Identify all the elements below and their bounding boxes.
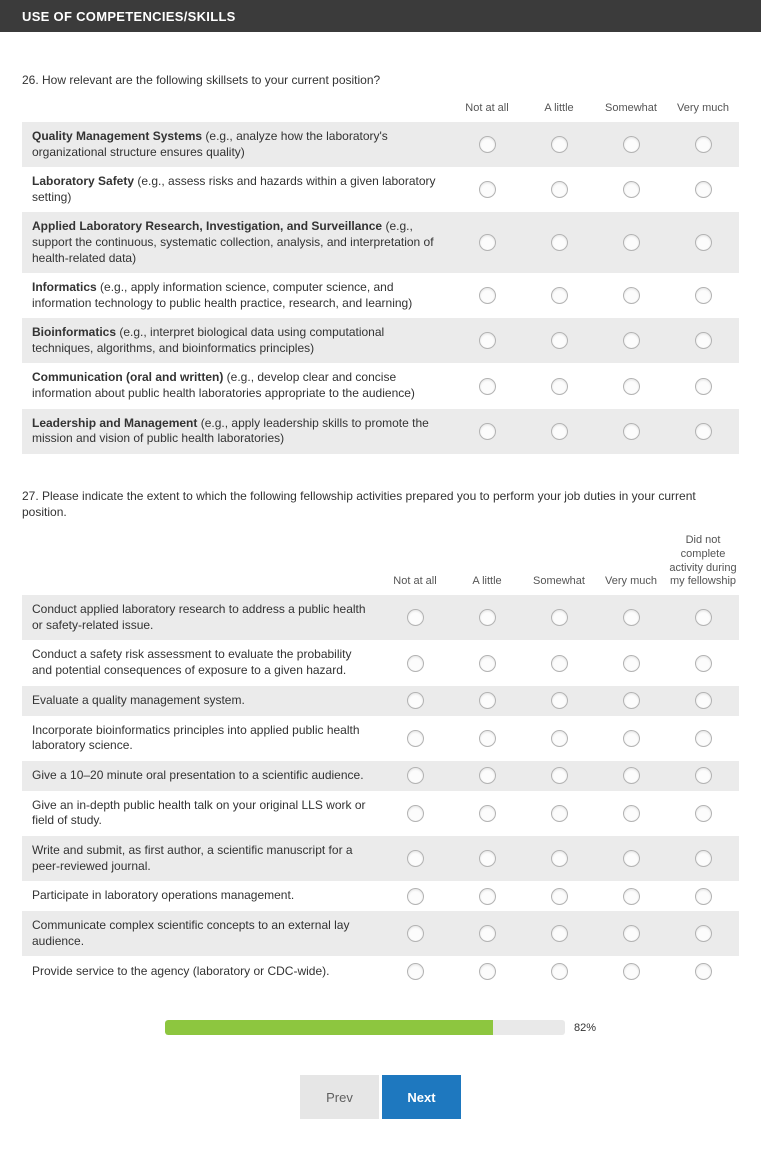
- option-cell: [523, 287, 595, 304]
- radio-button[interactable]: [407, 888, 424, 905]
- radio-button[interactable]: [551, 805, 568, 822]
- option-cell: [667, 963, 739, 980]
- radio-button[interactable]: [479, 181, 496, 198]
- option-cell: [595, 136, 667, 153]
- matrix-row: [22, 716, 739, 761]
- option-cell: [523, 730, 595, 747]
- radio-button[interactable]: [623, 378, 640, 395]
- matrix-row: [22, 686, 739, 716]
- radio-button[interactable]: [479, 378, 496, 395]
- radio-button[interactable]: [551, 963, 568, 980]
- option-cell: [523, 136, 595, 153]
- radio-button[interactable]: [551, 332, 568, 349]
- option-cell: [523, 609, 595, 626]
- radio-button[interactable]: [551, 181, 568, 198]
- option-cell: [523, 963, 595, 980]
- option-cell: [595, 332, 667, 349]
- option-cell: [379, 730, 451, 747]
- option-cell: [523, 423, 595, 440]
- question-text: 27. Please indicate the extent to which the following fellowship activities prepared you to perform your job duties in your current position.: [22, 488, 696, 520]
- option-cell: [523, 692, 595, 709]
- option-cell: [451, 423, 523, 440]
- option-cell: [379, 925, 451, 942]
- radio-button[interactable]: [551, 767, 568, 784]
- radio-button[interactable]: [407, 609, 424, 626]
- option-cell: [379, 888, 451, 905]
- progress-fill: [165, 1020, 493, 1035]
- option-cell: [523, 378, 595, 395]
- radio-button[interactable]: [623, 287, 640, 304]
- option-cell: [595, 805, 667, 822]
- radio-button[interactable]: [479, 925, 496, 942]
- matrix-row: [22, 122, 739, 167]
- option-cell: [667, 925, 739, 942]
- row-label: Bioinformatics (e.g., interpret biological data using computational techniques, algorithms, and bioinformatics principles): [32, 325, 385, 355]
- option-cell: [451, 378, 523, 395]
- option-cell: [451, 332, 523, 349]
- matrix-table: [22, 534, 739, 986]
- option-cell: [451, 730, 523, 747]
- radio-button[interactable]: [479, 692, 496, 709]
- radio-button[interactable]: [479, 850, 496, 867]
- radio-button[interactable]: [551, 609, 568, 626]
- option-cell: [523, 925, 595, 942]
- row-label: Give an in-depth public health talk on your original LLS work or field of study.: [32, 797, 366, 828]
- row-label: Conduct a safety risk assessment to evaluate the probability and potential consequences of exposure to a given hazard.: [32, 647, 352, 677]
- radio-button[interactable]: [479, 805, 496, 822]
- column-header: Very much: [677, 102, 729, 115]
- row-label: Laboratory Safety (e.g., assess risks and hazards within a given laboratory setting): [32, 174, 436, 204]
- option-cell: [379, 692, 451, 709]
- radio-button[interactable]: [623, 805, 640, 822]
- option-cell: [451, 181, 523, 198]
- option-cell: [379, 767, 451, 784]
- row-label: Leadership and Management (e.g., apply leadership skills to promote the mission and vision of public health laboratories): [32, 415, 429, 446]
- option-cell: [451, 805, 523, 822]
- matrix-table: [22, 102, 739, 454]
- option-cell: [523, 888, 595, 905]
- option-cell: [379, 850, 451, 867]
- radio-button[interactable]: [623, 963, 640, 980]
- radio-button[interactable]: [479, 888, 496, 905]
- radio-button[interactable]: [407, 963, 424, 980]
- page-title: USE OF COMPETENCIES/SKILLS: [22, 9, 236, 24]
- row-label: Provide service to the agency (laboratory or CDC-wide).: [32, 963, 330, 978]
- radio-button[interactable]: [623, 925, 640, 942]
- radio-button[interactable]: [695, 181, 712, 198]
- radio-button[interactable]: [695, 378, 712, 395]
- matrix-row: [22, 911, 739, 956]
- matrix-row: [22, 881, 739, 911]
- option-cell: [667, 888, 739, 905]
- option-cell: [379, 805, 451, 822]
- row-label: Participate in laboratory operations management.: [32, 888, 295, 903]
- matrix-row: [22, 956, 739, 986]
- radio-button[interactable]: [551, 136, 568, 153]
- column-header: Did not complete activity during my fellowship: [669, 534, 737, 588]
- option-cell: [451, 609, 523, 626]
- radio-button[interactable]: [623, 767, 640, 784]
- option-cell: [595, 609, 667, 626]
- option-cell: [667, 692, 739, 709]
- column-header: A little: [472, 575, 502, 588]
- radio-button[interactable]: [623, 888, 640, 905]
- radio-button[interactable]: [695, 805, 712, 822]
- progress-bar: [165, 1020, 565, 1035]
- radio-button[interactable]: [695, 136, 712, 153]
- option-cell: [667, 609, 739, 626]
- column-header: A little: [544, 102, 574, 115]
- row-label: Conduct applied laboratory research to address a public health or safety-related issue.: [32, 602, 366, 632]
- option-cell: [667, 378, 739, 395]
- radio-button[interactable]: [407, 655, 424, 672]
- radio-button[interactable]: [551, 287, 568, 304]
- radio-button[interactable]: [551, 655, 568, 672]
- question-26: [22, 72, 739, 454]
- row-label: Quality Management Systems (e.g., analyze how the laboratory's organizational structure ensures quality): [32, 128, 388, 159]
- option-cell: [667, 181, 739, 198]
- option-cell: [379, 655, 451, 672]
- option-cell: [451, 850, 523, 867]
- matrix-row: [22, 836, 739, 881]
- option-cell: [667, 234, 739, 251]
- option-cell: [379, 963, 451, 980]
- option-cell: [667, 332, 739, 349]
- radio-button[interactable]: [623, 181, 640, 198]
- radio-button[interactable]: [695, 767, 712, 784]
- radio-button[interactable]: [623, 234, 640, 251]
- radio-button[interactable]: [695, 888, 712, 905]
- matrix-row: [22, 761, 739, 791]
- column-header: Somewhat: [533, 575, 585, 588]
- column-header: Very much: [605, 575, 657, 588]
- radio-button[interactable]: [551, 692, 568, 709]
- option-cell: [595, 925, 667, 942]
- option-cell: [595, 850, 667, 867]
- option-cell: [667, 136, 739, 153]
- radio-button[interactable]: [479, 730, 496, 747]
- radio-button[interactable]: [551, 888, 568, 905]
- radio-button[interactable]: [695, 730, 712, 747]
- radio-button[interactable]: [623, 655, 640, 672]
- radio-button[interactable]: [479, 136, 496, 153]
- option-cell: [451, 767, 523, 784]
- option-cell: [451, 287, 523, 304]
- progress-label: 82%: [573, 1021, 597, 1034]
- matrix-row: [22, 167, 739, 212]
- radio-button[interactable]: [623, 730, 640, 747]
- column-header: Not at all: [393, 575, 437, 588]
- option-cell: [595, 963, 667, 980]
- row-label: Applied Laboratory Research, Investigation, and Surveillance (e.g., support the continuous, systematic collection, analysis, and interpretation of health-related data): [32, 219, 434, 265]
- option-cell: [523, 332, 595, 349]
- option-cell: [595, 692, 667, 709]
- radio-button[interactable]: [695, 234, 712, 251]
- option-cell: [667, 655, 739, 672]
- option-cell: [451, 136, 523, 153]
- question-27: [22, 488, 739, 987]
- row-label: Communication (oral and written) (e.g., develop clear and concise information about public health laboratories appropriate to the audience): [32, 370, 415, 401]
- radio-button[interactable]: [407, 767, 424, 784]
- row-label: Communicate complex scientific concepts to an external lay audience.: [32, 918, 350, 948]
- radio-button[interactable]: [551, 378, 568, 395]
- radio-button[interactable]: [623, 136, 640, 153]
- radio-button[interactable]: [695, 963, 712, 980]
- radio-button[interactable]: [479, 234, 496, 251]
- survey-content: [0, 32, 761, 1153]
- option-cell: [667, 805, 739, 822]
- radio-button[interactable]: [623, 609, 640, 626]
- next-button[interactable]: Next: [382, 1075, 461, 1119]
- page-header: [0, 0, 761, 32]
- option-cell: [595, 767, 667, 784]
- option-cell: [451, 234, 523, 251]
- option-cell: [451, 963, 523, 980]
- option-cell: [523, 234, 595, 251]
- column-header: Somewhat: [605, 102, 657, 115]
- matrix-row: [22, 363, 739, 408]
- row-label: Evaluate a quality management system.: [32, 692, 245, 707]
- matrix-row: [22, 318, 739, 363]
- radio-button[interactable]: [551, 850, 568, 867]
- row-label: Write and submit, as first author, a scientific manuscript for a peer-reviewed journal.: [32, 842, 353, 873]
- matrix-row: [22, 640, 739, 685]
- option-cell: [595, 181, 667, 198]
- question-text: 26. How relevant are the following skillsets to your current position?: [22, 73, 381, 87]
- radio-button[interactable]: [551, 730, 568, 747]
- matrix-column-headers: [22, 534, 739, 589]
- radio-button[interactable]: [551, 925, 568, 942]
- option-cell: [451, 655, 523, 672]
- option-cell: [451, 692, 523, 709]
- matrix-row: [22, 791, 739, 836]
- matrix-column-headers: [22, 102, 739, 116]
- option-cell: [667, 850, 739, 867]
- matrix-row: [22, 212, 739, 273]
- radio-button[interactable]: [479, 963, 496, 980]
- nav-buttons: [22, 1075, 739, 1119]
- radio-button[interactable]: [479, 655, 496, 672]
- option-cell: [667, 287, 739, 304]
- radio-button[interactable]: [695, 287, 712, 304]
- option-cell: [523, 850, 595, 867]
- matrix-row: [22, 273, 739, 318]
- option-cell: [595, 730, 667, 747]
- option-cell: [667, 730, 739, 747]
- prev-button[interactable]: Prev: [300, 1075, 379, 1119]
- matrix-row: [22, 409, 739, 454]
- option-cell: [523, 181, 595, 198]
- option-cell: [595, 234, 667, 251]
- radio-button[interactable]: [623, 692, 640, 709]
- matrix-row: [22, 595, 739, 640]
- radio-button[interactable]: [695, 609, 712, 626]
- option-cell: [451, 888, 523, 905]
- radio-button[interactable]: [479, 423, 496, 440]
- radio-button[interactable]: [551, 234, 568, 251]
- radio-button[interactable]: [695, 925, 712, 942]
- option-cell: [595, 423, 667, 440]
- radio-button[interactable]: [623, 332, 640, 349]
- option-cell: [595, 287, 667, 304]
- radio-button[interactable]: [695, 655, 712, 672]
- radio-button[interactable]: [479, 609, 496, 626]
- option-cell: [523, 805, 595, 822]
- radio-button[interactable]: [407, 925, 424, 942]
- option-cell: [595, 655, 667, 672]
- row-label: Informatics (e.g., apply information science, computer science, and information technology to public health practice, research, and learning): [32, 280, 413, 310]
- option-cell: [667, 423, 739, 440]
- radio-button[interactable]: [623, 423, 640, 440]
- radio-button[interactable]: [407, 850, 424, 867]
- option-cell: [595, 378, 667, 395]
- progress-row: [22, 1020, 739, 1035]
- radio-button[interactable]: [623, 850, 640, 867]
- radio-button[interactable]: [695, 692, 712, 709]
- row-label: Incorporate bioinformatics principles into applied public health laboratory science.: [32, 722, 360, 753]
- radio-button[interactable]: [695, 850, 712, 867]
- column-header: Not at all: [465, 102, 509, 115]
- radio-button[interactable]: [407, 805, 424, 822]
- radio-button[interactable]: [479, 767, 496, 784]
- radio-button[interactable]: [407, 692, 424, 709]
- radio-button[interactable]: [479, 332, 496, 349]
- option-cell: [451, 925, 523, 942]
- option-cell: [523, 767, 595, 784]
- radio-button[interactable]: [695, 332, 712, 349]
- option-cell: [523, 655, 595, 672]
- radio-button[interactable]: [479, 287, 496, 304]
- radio-button[interactable]: [695, 423, 712, 440]
- option-cell: [379, 609, 451, 626]
- option-cell: [595, 888, 667, 905]
- row-label: Give a 10–20 minute oral presentation to a scientific audience.: [32, 767, 364, 782]
- radio-button[interactable]: [407, 730, 424, 747]
- option-cell: [667, 767, 739, 784]
- radio-button[interactable]: [551, 423, 568, 440]
